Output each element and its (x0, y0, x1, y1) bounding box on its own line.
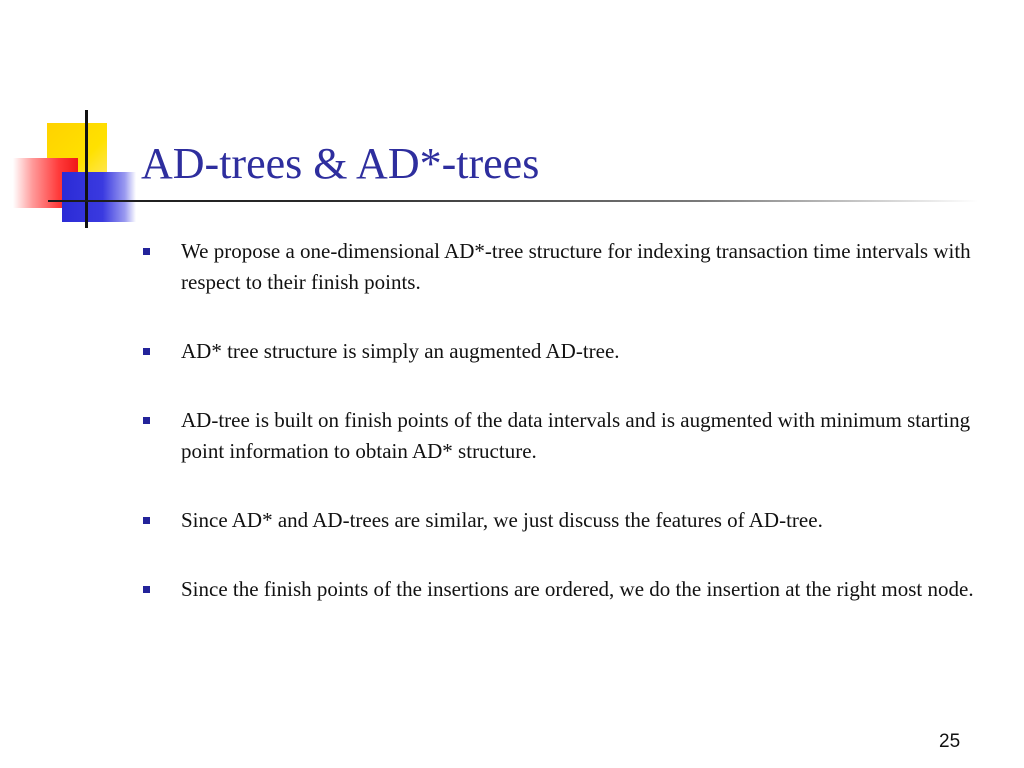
bullet-text: AD-tree is built on finish points of the data intervals and is augmented with minimum starting point information to obtain AD* structure. (181, 408, 971, 463)
bullet-item (143, 574, 988, 605)
page-number: 25 (939, 731, 961, 752)
decorative-blue-square (62, 172, 136, 222)
bullet-item (143, 336, 988, 367)
bullet-text: Since the finish points of the insertions are ordered, we do the insertion at the right most node. (181, 577, 974, 601)
square-bullet-icon (143, 248, 150, 255)
bullet-item (143, 505, 988, 536)
bullet-text: Since AD* and AD-trees are similar, we just discuss the features of AD-tree. (181, 508, 823, 532)
bullet-list (143, 236, 988, 643)
bullet-item (143, 236, 988, 298)
square-bullet-icon (143, 586, 150, 593)
bullet-text: We propose a one-dimensional AD*-tree structure for indexing transaction time intervals with respect to their finish points. (181, 239, 971, 294)
square-bullet-icon (143, 517, 150, 524)
bullet-text: AD* tree structure is simply an augmented AD-tree. (181, 339, 620, 363)
square-bullet-icon (143, 348, 150, 355)
decorative-vertical-line (85, 110, 88, 228)
bullet-item (143, 405, 988, 467)
slide-title: AD-trees & AD*-trees (141, 139, 540, 188)
title-underline (48, 200, 978, 202)
square-bullet-icon (143, 417, 150, 424)
